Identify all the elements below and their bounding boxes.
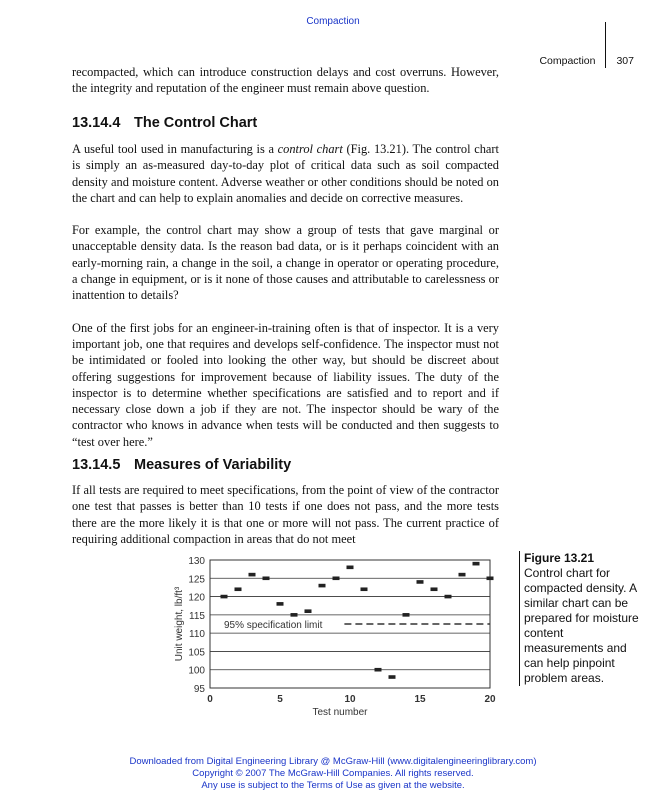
data-point — [277, 602, 284, 606]
data-point — [361, 587, 368, 591]
y-tick-label: 105 — [188, 647, 205, 659]
control-chart — [170, 550, 510, 720]
spec-limit-label: 95% specification limit — [224, 620, 323, 631]
footer — [0, 756, 666, 792]
y-tick-label: 115 — [189, 610, 205, 622]
page-number: 307 — [616, 55, 634, 67]
section-heading-variability — [72, 457, 291, 473]
x-tick-label: 0 — [207, 694, 213, 705]
data-point — [263, 576, 270, 580]
paragraph: For example, the control chart may show a group of tests that gave marginal or unacceptable density data. Is the reason bad data, or is it perhaps coincident with an early-morning rain, a change in the soil, a change in operator or operating procedure, a change in equipment, or is it none of those causes and attributable to carelessness or inattention to details? — [72, 223, 499, 303]
data-point — [487, 576, 494, 580]
footer-line: Copyright © 2007 The McGraw-Hill Companies. All rights reserved. — [192, 768, 474, 779]
data-point — [473, 562, 480, 566]
data-point — [375, 668, 382, 672]
chapter-title: Compaction — [306, 16, 360, 27]
figure-label: Figure 13.21 — [524, 551, 595, 565]
data-point — [347, 566, 354, 570]
x-tick-label: 15 — [414, 694, 426, 705]
x-tick-label: 5 — [277, 694, 283, 705]
header-divider — [605, 22, 606, 68]
paragraph — [72, 141, 499, 206]
data-point — [235, 587, 242, 591]
section-title: The Control Chart — [134, 115, 258, 131]
data-point — [403, 613, 410, 617]
y-tick-label: 110 — [189, 629, 205, 641]
figure-caption-text: Control chart for compacted density. A similar chart can be prepared for moisture content measurements and can help pinpoint problem areas. — [524, 566, 639, 685]
data-point — [417, 580, 424, 584]
data-point — [305, 609, 312, 613]
data-point — [459, 573, 466, 577]
data-point — [319, 584, 326, 588]
data-point — [389, 675, 396, 679]
section-heading-control-chart — [72, 115, 257, 131]
paragraph: If all tests are required to meet specifications, from the point of view of the contractor one test that passes is better than 10 tests if one does not pass, and the more tests there are the more likely it is that one or more will not pass. The current practice of requiring additional compaction in areas that do not meet — [72, 483, 499, 546]
y-tick-label: 125 — [188, 574, 205, 586]
data-point — [221, 595, 228, 599]
footer-line: Downloaded from Digital Engineering Library @ McGraw-Hill (www.digitalengineeringlibrary.com) — [129, 756, 537, 767]
data-point — [291, 613, 298, 617]
y-tick-label: 120 — [188, 592, 205, 604]
italic-term: control chart — [277, 142, 343, 156]
running-header — [539, 38, 634, 84]
opening-paragraph — [72, 64, 499, 97]
x-tick-label: 10 — [344, 694, 356, 705]
data-point — [249, 573, 256, 577]
section-title: Measures of Variability — [134, 457, 292, 473]
section-2-body — [72, 482, 499, 547]
y-tick-label: 130 — [188, 556, 205, 567]
x-axis-label: Test number — [312, 707, 368, 718]
section-number: 13.14.5 — [72, 457, 121, 473]
data-point — [445, 595, 452, 599]
text-run: (Fig. 13.21). The control chart is simply an as-measured day-to-day plot of critical data such as soil compacted density and moisture content. Adverse weather or other conditions should be noted on the chart and can help to explain anomalies and decide on corrective measures. — [72, 142, 499, 205]
x-tick-label: 20 — [484, 694, 496, 705]
y-axis-label: Unit weight, lb/ft³ — [174, 586, 185, 662]
section-number: 13.14.4 — [72, 115, 121, 131]
text-run: A useful tool used in manufacturing is a — [72, 142, 278, 156]
y-tick-label: 95 — [193, 684, 205, 695]
data-point — [333, 576, 340, 580]
opening-text: recompacted, which can introduce construction delays and cost overruns. However, the integrity and reputation of the engineer must remain above question. — [72, 65, 499, 96]
data-point — [431, 587, 438, 591]
section-1-body — [72, 141, 499, 450]
running-title: Compaction — [539, 55, 596, 67]
paragraph: One of the first jobs for an engineer-in-training often is that of inspector. It is a very important job, one that requires and develops self-confidence. The inspector must not be intimidated or fooled into looking the other way, but should be discreet about offering suggestions for improvement because of liability issues. The duty of the inspector is to determine whether specifications are satisfied and to report and if necessary close down a job if they are not. The inspector should be wary of the contractor who knows in advance when tests will be conducted and then suggests to “test over here.” — [72, 320, 499, 449]
footer-line: Any use is subject to the Terms of Use as given at the website. — [201, 780, 465, 791]
y-tick-label: 100 — [188, 665, 205, 677]
figure-caption — [519, 551, 646, 686]
